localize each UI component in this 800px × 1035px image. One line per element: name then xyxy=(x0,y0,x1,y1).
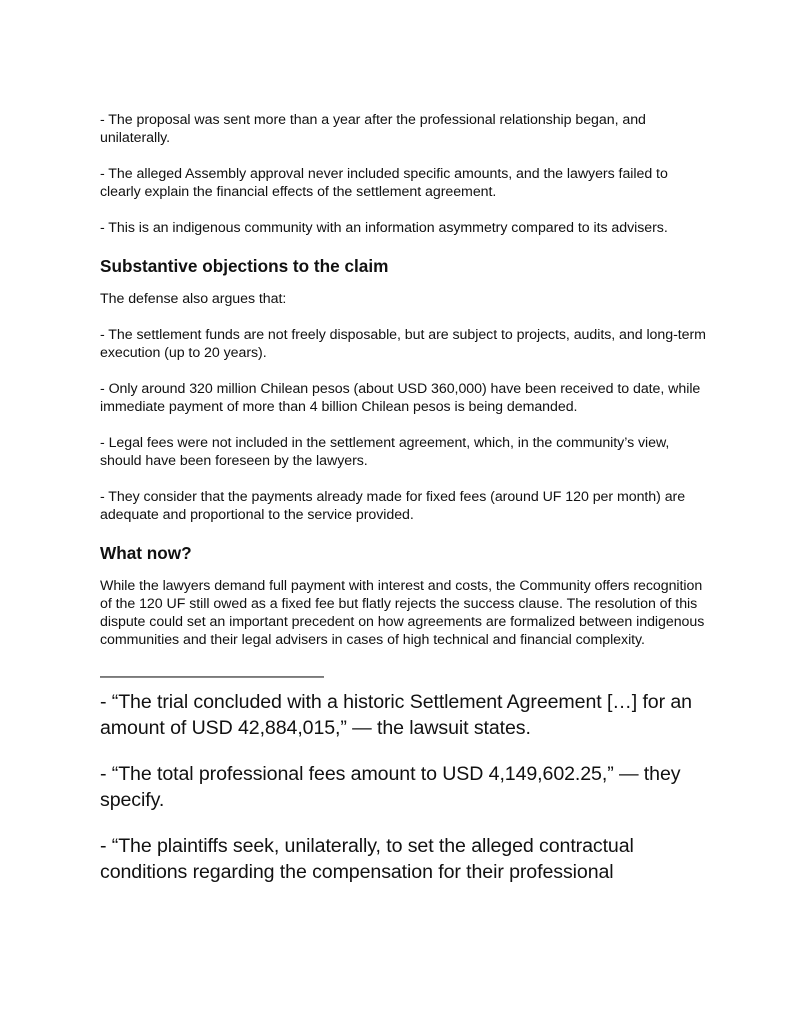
quote-2: - “The total professional fees amount to USD 4,149,602.25,” — they specify. xyxy=(100,763,681,811)
objection-bullet-3: - Legal fees were not included in the settlement agreement, which, in the community’s view, should have been foreseen by the lawyers. xyxy=(100,435,670,469)
objection-bullet-1: - The settlement funds are not freely disposable, but are subject to projects, audits, and long-term execution (up to 20 years). xyxy=(100,327,706,361)
intro-bullet-1: - The proposal was sent more than a year after the professional relationship began, and unilaterally. xyxy=(100,112,646,146)
objection-bullet-2: - Only around 320 million Chilean pesos (about USD 360,000) have been received to date, while immediate payment of more than 4 billion Chilean pesos is being demanded. xyxy=(100,381,701,415)
quote-1: - “The trial concluded with a historic Settlement Agreement […] for an amount of USD 42,884,015,” — the lawsuit states. xyxy=(100,691,692,739)
divider-line: —————————————— xyxy=(100,668,324,685)
intro-bullet-3: - This is an indigenous community with an information asymmetry compared to its advisers. xyxy=(100,220,668,236)
section-heading-what-now: What now? xyxy=(100,543,192,563)
section-heading-objections: Substantive objections to the claim xyxy=(100,256,389,276)
quote-3: - “The plaintiffs seek, unilaterally, to set the alleged contractual conditions regarding the compensation for their professional xyxy=(100,835,634,883)
document-page xyxy=(100,111,710,905)
objection-bullet-4: - They consider that the payments already made for fixed fees (around UF 120 per month) are adequate and proportional to the service provided. xyxy=(100,489,686,523)
intro-bullet-2: - The alleged Assembly approval never included specific amounts, and the lawyers failed to clearly explain the financial effects of the settlement agreement. xyxy=(100,166,668,200)
section-lead: The defense also argues that: xyxy=(100,291,287,307)
what-now-body: While the lawyers demand full payment with interest and costs, the Community offers recognition of the 120 UF still owed as a fixed fee but flatly rejects the success clause. The resolution of this dispute could set an important precedent on how agreements are formalized between indigenous communities and their legal advisers in cases of high technical and financial complexity. xyxy=(100,578,705,648)
